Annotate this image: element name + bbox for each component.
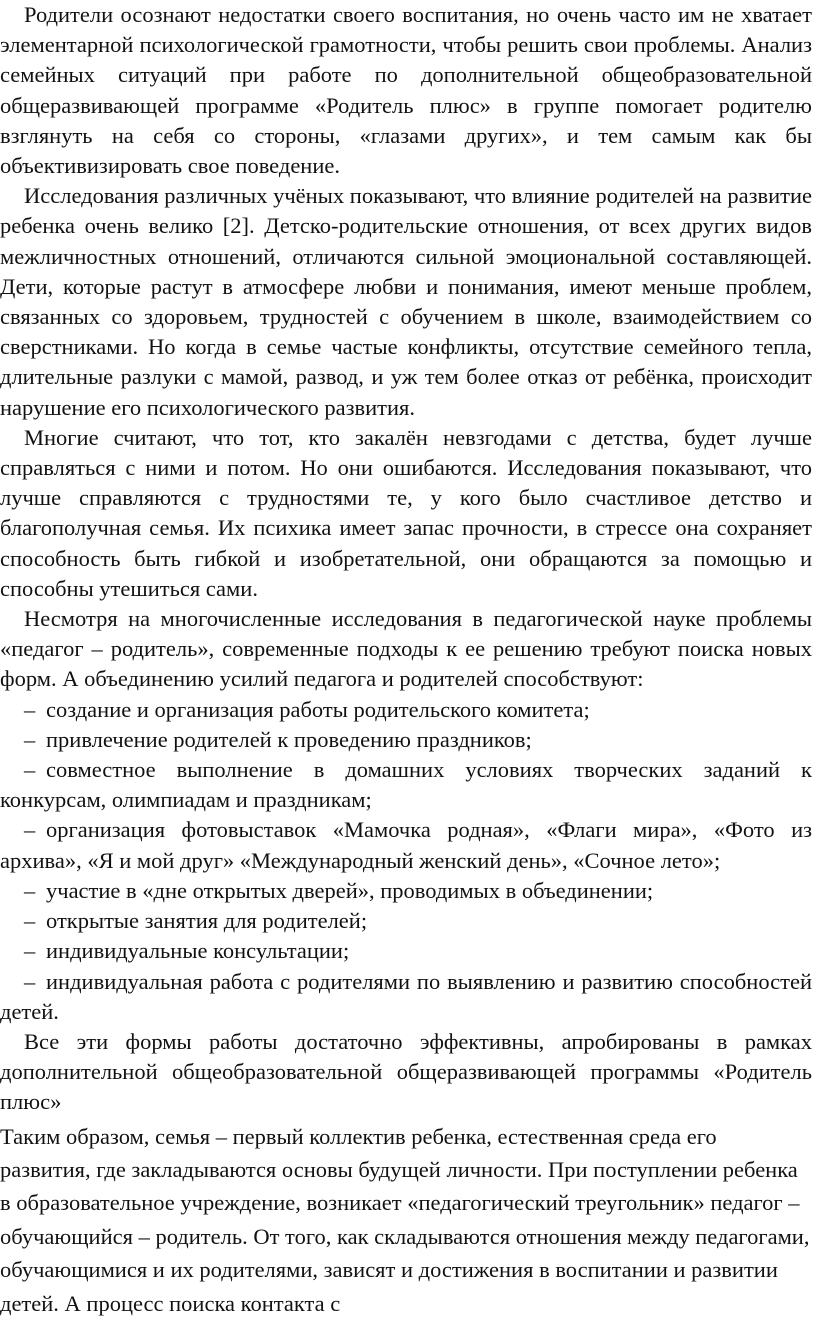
list-item-text: создание и организация работы родительского комитета; bbox=[46, 696, 590, 722]
forms-list bbox=[0, 695, 812, 1027]
list-item bbox=[0, 876, 812, 906]
list-item-text: открытые занятия для родителей; bbox=[46, 908, 368, 934]
list-dash: – bbox=[24, 877, 36, 903]
list-item bbox=[0, 967, 812, 1027]
list-dash: – bbox=[24, 938, 36, 964]
list-dash: – bbox=[24, 726, 36, 752]
list-item bbox=[0, 755, 812, 815]
list-item bbox=[0, 695, 812, 725]
paragraph-resilience: Многие считают, что тот, кто закалён невзгодами с детства, будет лучше справляться с ними и потом. Но они ошибаются. Исследования показывают, что лучше справляются с трудностями те, у кого было счастливое детство и благополучная семья. Их психика имеет запас прочности, в стрессе она сохраняет способность быть гибкой и изобретательной, они обращаются за помощью и способны утешиться сами. bbox=[0, 424, 812, 601]
list-dash: – bbox=[24, 757, 36, 783]
list-item bbox=[0, 936, 812, 966]
list-dash: – bbox=[24, 968, 36, 994]
list-dash: – bbox=[24, 908, 36, 934]
paragraph-conclusion: Таким образом, семья – первый коллектив ребенка, естественная среда его развития, где закладываются основы будущей личности. При поступлении ребенка в образовательное учреждение, возникает «педагогический треугольник» педагог – обучающийся – родитель. От того, как складываются отношения между педагогами, обучающимися и их родителями, зависят и достижения в воспитании и развитии детей. А процесс поиска контакта с bbox=[0, 1123, 810, 1316]
paragraph-parents-awareness: Родители осознают недостатки своего воспитания, но очень часто им не хватает элементарной психологической грамотности, чтобы решить свои проблемы. Анализ семейных ситуаций при работе по дополнительной общеобразовательной общеразвивающей программе «Родитель плюс» в группе помогает родителю взглянуть на себя со стороны, «глазами других», и тем самым как бы объективизировать свое поведение. bbox=[0, 2, 812, 179]
list-dash: – bbox=[24, 696, 36, 722]
paragraph-research-influence: Исследования различных учёных показывают, что влияние родителей на развитие ребенка очень велико [2]. Детско-родительские отношения, от всех других видов межличностных отношений, отличаются сильной эмоциональной составляющей. Дети, которые растут в атмосфере любви и понимания, имеют меньше проблем, связанных со здоровьем, трудностей с обучением в школе, взаимодействием со сверстниками. Но когда в семье частые конфликты, отсутствие семейного тепла, длительные разлуки с мамой, развод, и уж тем более отказ от ребёнка, происходит нарушение его психологического развития. bbox=[0, 183, 812, 420]
list-item-text: участие в «дне открытых дверей», проводимых в объединении; bbox=[46, 877, 654, 903]
list-item bbox=[0, 725, 812, 755]
list-item-text: организация фотовыставок «Мамочка родная», «Флаги мира», «Фото из архива», «Я и мой друг» «Международный женский день», «Сочное лето»; bbox=[0, 817, 812, 873]
list-item bbox=[0, 906, 812, 936]
list-item-text: привлечение родителей к проведению праздников; bbox=[46, 726, 532, 752]
list-item-text: индивидуальная работа с родителями по выявлению и развитию способностей детей. bbox=[0, 968, 812, 1024]
list-item-text: индивидуальные консультации; bbox=[46, 938, 350, 964]
list-dash: – bbox=[24, 817, 36, 843]
paragraph-new-forms: Несмотря на многочисленные исследования в педагогической науке проблемы «педагог – родитель», современные подходы к ее решению требуют поиска новых форм. А объединению усилий педагога и родителей способствуют: bbox=[0, 606, 812, 692]
list-item-text: совместное выполнение в домашних условиях творческих заданий к конкурсам, олимпиадам и праздникам; bbox=[0, 757, 812, 813]
list-item bbox=[0, 815, 812, 875]
paragraph-closing: Все эти формы работы достаточно эффективны, апробированы в рамках дополнительной общеобразовательной общеразвивающей программы «Родитель плюс» bbox=[0, 1028, 812, 1115]
